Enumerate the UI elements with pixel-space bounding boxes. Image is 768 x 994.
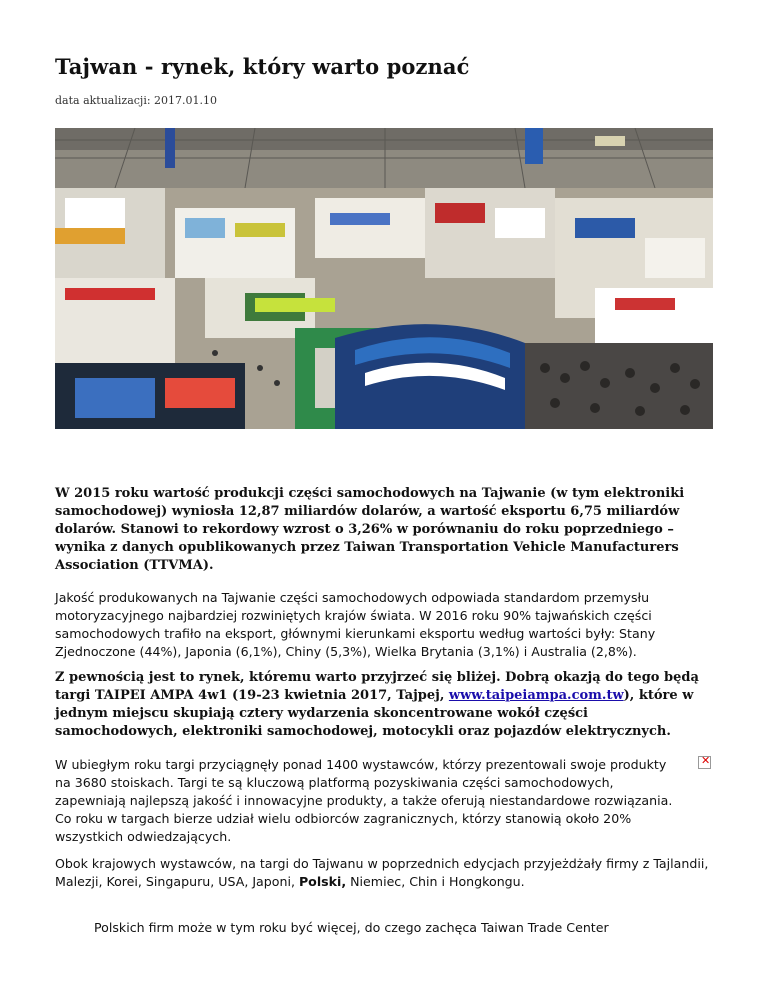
closing-paragraph: Polskich firm może w tym roku być więcej, do czego zachęca Taiwan Trade Center [94, 920, 609, 935]
intro-paragraph: W 2015 roku wartość produkcji części samochodowych na Tajwanie (w tym elektroniki samochodowej) wyniosła 12,87 miliardów dolarów, a wartość eksportu 6,75 miliardów dolarów. Stanowi to rekordowy wzrost o 3,26% w porównaniu do roku poprzedniego – wynika z danych opublikowanych przez Taiwan Transportation Vehicle Manufacturers Association (TTVMA). [55, 486, 685, 573]
poland-highlight: Polski, [298, 874, 347, 889]
broken-image-icon: ✕ [698, 756, 711, 769]
article-title: Tajwan - rynek, który warto poznać [55, 54, 470, 79]
countries-text-start: Obok krajowych wystawców, na targi do Tajwanu w poprzednich edycjach przyjeżdżały firmy z Tajlandii, Malezji, Korei, Singapuru, USA, Japoni, [55, 856, 709, 889]
trade-fair-photo [55, 128, 713, 429]
quality-paragraph: Jakość produkowanych na Tajwanie części samochodowych odpowiada standardom przemysłu motoryzacyjnego najbardziej rozwiniętych krajów świata. W 2016 roku 90% tajwańskich części samochodowych trafiło na eksport, głównymi kierunkami eksportu według wartości były: Stany Zjednoczone (44%), Japonia (6,1%), Chiny (5,3%), Wielka Brytania (3,1%) i Australia (2,8%). [55, 590, 656, 659]
exhibitors-paragraph: W ubiegłym roku targi przyciągnęły ponad 1400 wystawców, którzy prezentowali swoje produkty na 3680 stoiskach. Targi te są kluczową platformą pozyskiwania części samochodowych, zapewniają najlepszą jakość i innowacyjne produkty, a także oferują niestandardowe rozwiązania. Co roku w targach bierze udział wielu odbiorców zagranicznych, którzy stanowią około 20% wszystkich odwiedzających. [55, 757, 673, 844]
fair-paragraph [55, 669, 715, 741]
countries-paragraph [55, 855, 715, 891]
update-date: data aktualizacji: 2017.01.10 [55, 94, 218, 107]
taipeiampa-link[interactable]: www.taipeiampa.com.tw [448, 688, 624, 703]
fair-text-end: ), które w jednym miejscu skupiają cztery wydarzenia skoncentrowane wokół części samochodowych, elektroniki samochodowej, motocykli oraz pojazdów elektrycznych. [55, 688, 694, 739]
countries-text-end: Niemiec, Chin i Hongkongu. [346, 874, 525, 889]
fair-text-start: Z pewnością jest to rynek, któremu warto przyjrzeć się bliżej. Dobrą okazją do tego będą targi TAIPEI AMPA 4w1 (19-23 kwietnia 2017, Tajpej, [55, 670, 699, 703]
